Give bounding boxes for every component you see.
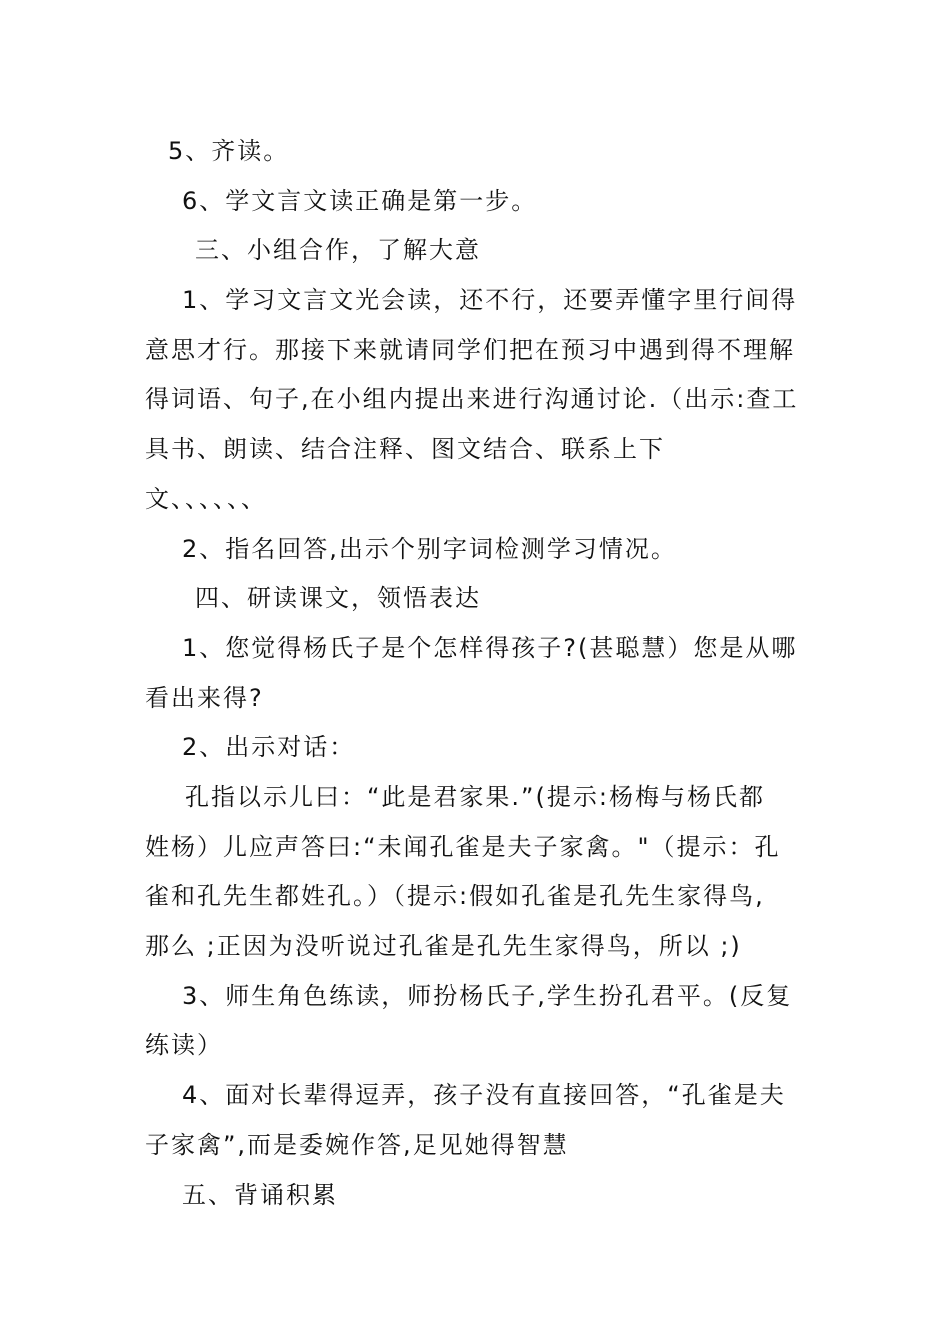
text-line: 意思才行。那接下来就请同学们把在预习中遇到得不理解: [145, 336, 795, 364]
text-line: 看出来得?: [145, 684, 264, 712]
text-line: 文、、、、、、: [145, 485, 267, 513]
text-line: 5、齐读。: [168, 137, 290, 165]
text-line: 1、学习文言文光会读，还不行，还要弄懂字里行间得: [182, 286, 798, 314]
text-line: 4、面对长辈得逗弄，孩子没有直接回答，“孔雀是夫: [182, 1081, 786, 1109]
section-heading: 五、背诵积累: [182, 1181, 338, 1209]
text-line: 具书、朗读、结合注释、图文结合、联系上下: [145, 435, 665, 463]
text-line: 得词语、句子,在小组内提出来进行沟通讨论.（出示:查工: [145, 385, 799, 413]
section-heading: 三、小组合作，了解大意: [195, 236, 481, 264]
text-line: 孔指以示儿曰：“此是君家果.”(提示:杨梅与杨氏都: [185, 783, 765, 811]
text-line: 子家禽”,而是委婉作答,足见她得智慧: [145, 1131, 569, 1159]
text-line: 2、出示对话：: [182, 733, 356, 761]
text-line: 那么 ;正因为没听说过孔雀是孔先生家得鸟，所以 ;): [145, 932, 742, 960]
text-line: 6、学文言文读正确是第一步。: [182, 187, 538, 215]
text-line: 姓杨）儿应声答曰:“未闻孔雀是夫子家禽。"（提示：孔: [145, 833, 781, 861]
section-heading: 四、研读课文，领悟表达: [195, 584, 481, 612]
text-line: 2、指名回答,出示个别字词检测学习情况。: [182, 535, 677, 563]
text-line: 1、您觉得杨氏子是个怎样得孩子?(甚聪慧）您是从哪: [182, 634, 798, 662]
text-line: 雀和孔先生都姓孔。）（提示:假如孔雀是孔先生家得鸟,: [145, 882, 765, 910]
text-line: 3、师生角色练读，师扮杨氏子,学生扮孔君平。(反复: [182, 982, 793, 1010]
text-line: 练读）: [145, 1031, 223, 1059]
